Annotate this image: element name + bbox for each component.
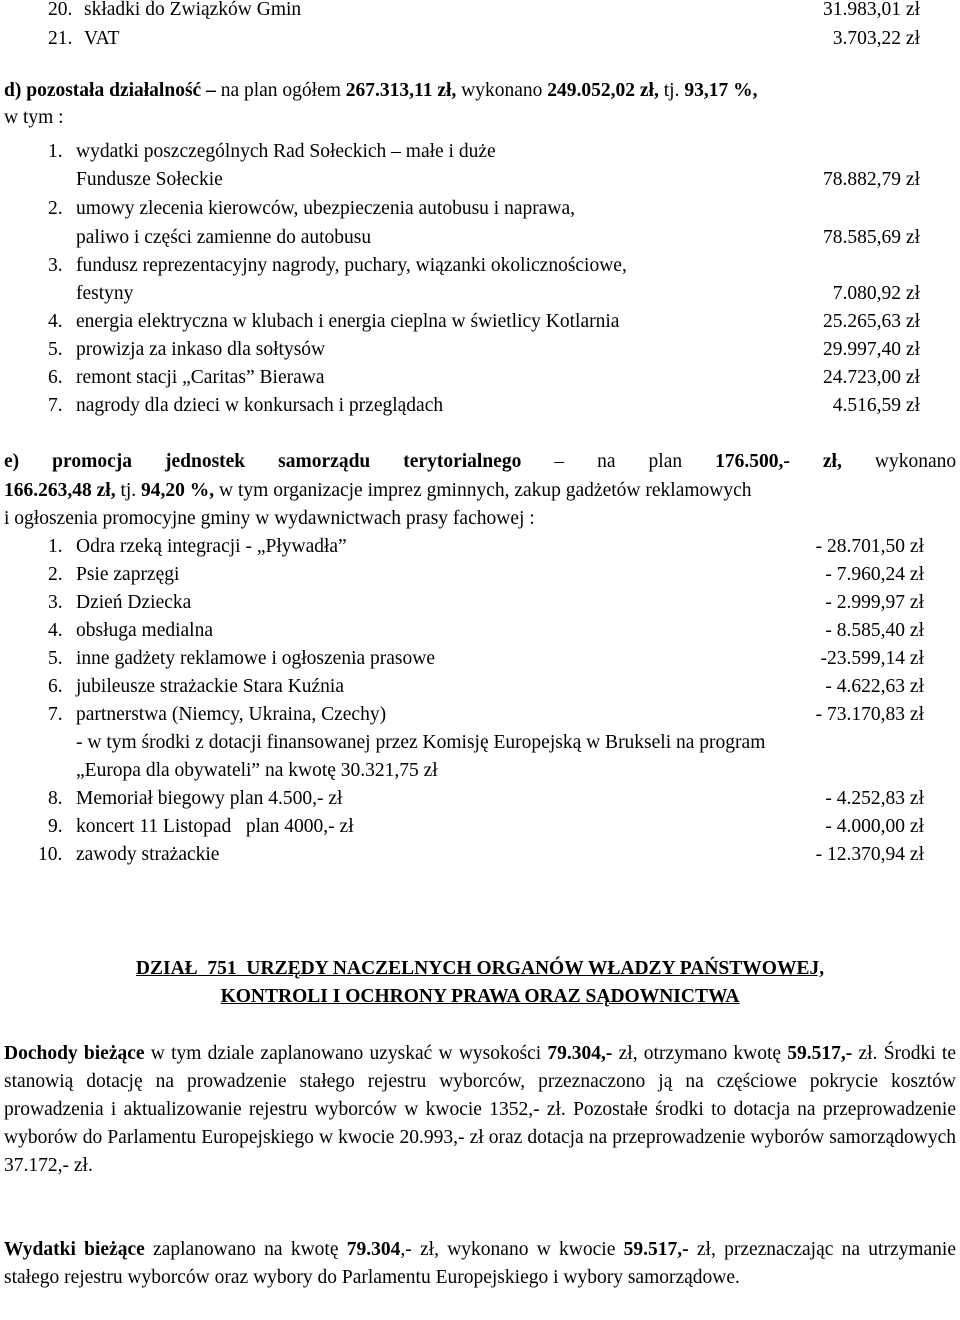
list-item-label: Psie zaprzęgi [76, 564, 180, 585]
paragraph-text: ,- zł, wykonano w kwocie [400, 1239, 624, 1260]
list-item-label: nagrody dla dzieci w konkursach i przeglądach [76, 395, 444, 416]
section-e-note: „Europa dla obywateli” na kwotę 30.321,75 zł [76, 760, 438, 781]
section-e-line2 [4, 477, 752, 505]
list-item-amount: - 2.999,97 zł [825, 592, 924, 613]
section-e-title-word: samorządu [278, 451, 371, 472]
section-e-line3: i ogłoszenia promocyjne gminy w wydawnictwach prasy fachowej : [4, 508, 535, 529]
paragraph-text: w tym dziale zaplanowano uzyskać w wysokości [144, 1043, 548, 1064]
list-item-label: remont stacji „Caritas” Bierawa [76, 367, 325, 388]
list-item-label: fundusz reprezentacyjny nagrody, puchary, wiązanki okolicznościowe, [76, 255, 627, 276]
paragraph-text: zł, przeznaczając na utrzymanie stałego rejestru wyborców oraz wybory do Parlamentu Europejskiego i wybory samorządowe. [4, 1239, 957, 1288]
income-received-amount: 59.517,- [787, 1043, 853, 1064]
list-item-number: 1. [48, 141, 63, 162]
section-e-dash: – [554, 451, 565, 472]
list-item-number: 6. [48, 367, 63, 388]
paragraph-income-title: Dochody bieżące [4, 1043, 145, 1064]
section-e-text: na [597, 451, 616, 472]
paragraph-expenses [4, 1236, 956, 1292]
list-item-amount: 78.585,69 zł [823, 227, 920, 248]
list-item-label: festyny [76, 283, 134, 304]
list-item-label: Memoriał biegowy plan 4.500,- zł [76, 788, 343, 809]
list-item-amount: 3.703,22 zł [832, 28, 920, 49]
section-d-text: na plan ogółem [220, 80, 341, 101]
section-e-heading [4, 448, 956, 476]
list-item-label: partnerstwa (Niemcy, Ukraina, Czechy) [76, 704, 387, 725]
list-item-label: inne gadżety reklamowe i ogłoszenia prasowe [76, 648, 435, 669]
paragraph-expenses-title: Wydatki bieżące [4, 1239, 145, 1260]
list-item-amount: - 4.252,83 zł [825, 788, 924, 809]
list-item-amount: 24.723,00 zł [823, 367, 920, 388]
list-item-label: Dzień Dziecka [76, 592, 192, 613]
section-e-done: 166.263,48 zł, [4, 480, 116, 501]
list-item-amount: 4.516,59 zł [832, 395, 920, 416]
list-item-number: 7. [48, 704, 63, 725]
section-e-pct: 94,20 %, [141, 480, 215, 501]
list-item-number: 6. [48, 676, 63, 697]
list-item-amount: - 28.701,50 zł [815, 536, 924, 557]
list-item-amount: - 7.960,24 zł [825, 564, 924, 585]
list-item-label: energia elektryczna w klubach i energia cieplna w świetlicy Kotlarnia [76, 311, 620, 332]
section-e-text: wykonano [874, 451, 957, 472]
list-item-number: 1. [48, 536, 63, 557]
section-d-in-which: w tym : [4, 107, 64, 128]
list-item-label: koncert 11 Listopad plan 4000,- zł [76, 816, 354, 837]
section-e-title-word: promocja [52, 451, 132, 472]
list-item-label: paliwo i części zamienne do autobusu [76, 227, 372, 248]
list-item-label: Fundusze Sołeckie [76, 169, 223, 190]
list-item-label: jubileusze strażackie Stara Kuźnia [76, 676, 345, 697]
section-e-title-word: terytorialnego [403, 451, 522, 472]
section-d-text: wykonano [461, 80, 543, 101]
section-e-letter: e) [4, 451, 20, 472]
division-heading-line1: DZIAŁ 751 URZĘDY NACZELNYCH ORGANÓW WŁADZY PAŃSTWOWEJ, [135, 958, 825, 979]
list-item-amount: -23.599,14 zł [820, 648, 924, 669]
section-d-done: 249.052,02 zł, [547, 80, 659, 101]
list-item-amount: - 73.170,83 zł [815, 704, 924, 725]
list-item-amount: 7.080,92 zł [832, 283, 920, 304]
section-e-currency: zł, [822, 451, 842, 472]
list-item-number: 4. [48, 311, 63, 332]
list-item-label: prowizja za inkaso dla sołtysów [76, 339, 326, 360]
list-item-number: 2. [48, 564, 63, 585]
section-d-dash: – [206, 80, 216, 101]
expenses-done-amount: 59.517,- [623, 1239, 689, 1260]
list-item-amount: 29.997,40 zł [823, 339, 920, 360]
list-item-number: 9. [48, 816, 63, 837]
list-item-number: 21. [48, 28, 73, 49]
list-item-number: 10. [38, 844, 63, 865]
section-d-title: pozostała działalność [26, 80, 202, 101]
list-item-label: Odra rzeką integracji - „Pływadła” [76, 536, 347, 557]
paragraph-text: zł. Środki te stanowią dotację na prowadzenie stałego rejestru wyborców, przeznaczono ją na częściowe pokrycie kosztów prowadzenia i aktualizowanie rejestru wyborców w kwocie 1352,- zł. Pozostałe środki to dotacja na przeprowadzenie wyborów do Parlamentu Europejskiego w kwocie 20.993,- zł oraz dotacja na przeprowadzenie wyborów samorządowych 37.172,- zł. [4, 1043, 956, 1176]
list-item-number: 3. [48, 255, 63, 276]
section-e-text: w tym organizacje imprez gminnych, zakup gadżetów reklamowych [219, 480, 752, 501]
section-d-text: tj. [663, 80, 680, 101]
list-item-number: 4. [48, 620, 63, 641]
list-item-number: 20. [48, 0, 73, 20]
paragraph-text: zł, otrzymano kwotę [612, 1043, 788, 1064]
list-item-amount: - 8.585,40 zł [825, 620, 924, 641]
section-d-heading [4, 77, 757, 105]
expenses-plan-amount: 79.304 [346, 1239, 401, 1260]
list-item-number: 5. [48, 339, 63, 360]
list-item-number: 5. [48, 648, 63, 669]
list-item-number: 8. [48, 788, 63, 809]
list-item-label: VAT [84, 28, 120, 49]
list-item-number: 3. [48, 592, 63, 613]
list-item-amount: 25.265,63 zł [823, 311, 920, 332]
section-e-note: - w tym środki z dotacji finansowanej przez Komisję Europejską w Brukseli na program [76, 732, 766, 753]
list-item-number: 7. [48, 395, 63, 416]
list-item-amount: 78.882,79 zł [823, 169, 920, 190]
list-item-label: obsługa medialna [76, 620, 214, 641]
list-item-amount: 31.983,01 zł [823, 0, 920, 20]
list-item-number: 2. [48, 198, 63, 219]
section-d-pct: 93,17 %, [684, 80, 758, 101]
section-e-text: plan [648, 451, 683, 472]
paragraph-text: zaplanowano na kwotę [144, 1239, 347, 1260]
paragraph-income [4, 1040, 956, 1180]
list-item-label: zawody strażackie [76, 844, 220, 865]
section-e-text: tj. [120, 480, 137, 501]
section-d-plan: 267.313,11 zł, [345, 80, 457, 101]
section-e-title-word: jednostek [164, 451, 246, 472]
list-item-amount: - 4.622,63 zł [825, 676, 924, 697]
list-item-label: wydatki poszczególnych Rad Sołeckich – małe i duże [76, 141, 496, 162]
list-item-label: umowy zlecenia kierowców, ubezpieczenia autobusu i naprawa, [76, 198, 576, 219]
section-d-letter: d) [4, 80, 22, 101]
list-item-amount: - 12.370,94 zł [815, 844, 924, 865]
section-e-plan: 176.500,- [715, 451, 790, 472]
list-item-amount: - 4.000,00 zł [825, 816, 924, 837]
division-heading-line2: KONTROLI I OCHRONY PRAWA ORAZ SĄDOWNICTWA [220, 986, 740, 1007]
income-plan-amount: 79.304,- [547, 1043, 613, 1064]
list-item-label: składki do Związków Gmin [84, 0, 302, 20]
